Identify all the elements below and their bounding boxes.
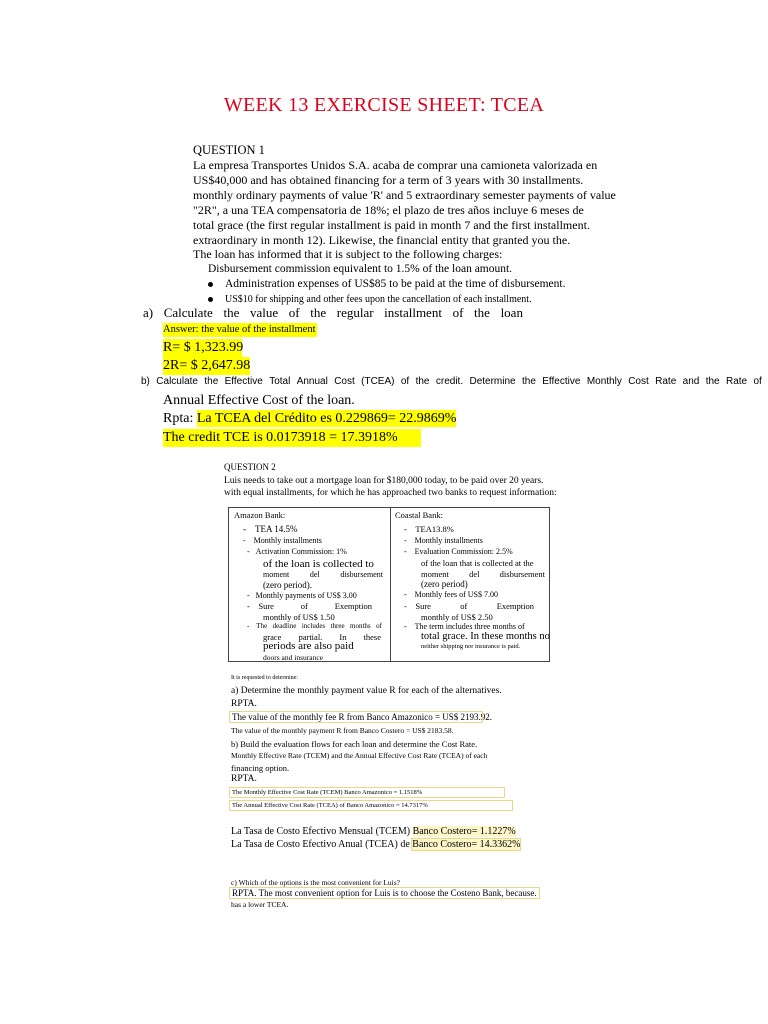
q1-part-b-cont: Annual Effective Cost of the loan. bbox=[163, 393, 355, 408]
2r-value: 2R= $ 2,647.98 bbox=[163, 358, 251, 373]
r-value: R= $ 1,323.99 bbox=[163, 340, 244, 355]
q2-rpta-b: RPTA. bbox=[231, 774, 257, 784]
amazon-grace: grace partial. In these bbox=[263, 632, 381, 642]
q1-part-a: a) Calculate the value of the regular installment of the loan bbox=[143, 305, 523, 320]
q2-part-b: b) Build the evaluation flows for each loan and determine the Cost Rate. bbox=[231, 739, 478, 749]
question-1-heading: QUESTION 1 bbox=[193, 143, 265, 157]
amazon-activation: - Activation Commission: 1% bbox=[247, 547, 347, 556]
tcem-amazon: The Monthly Effective Cost Rate (TCEM) Banco Amazonico = 1.1518% bbox=[230, 788, 504, 797]
bullet-icon bbox=[208, 282, 213, 287]
tcea-amazon: The Annual Effective Cost Rate (TCEA) of Banco Amazonico = 14.7317% bbox=[230, 801, 512, 810]
tcea-value: La TCEA del Crédito es 0.229869= 22.9869% bbox=[196, 411, 457, 426]
q2-part-b-2: Monthly Effective Rate (TCEM) and the Annual Effective Cost Rate (TCEA) of each bbox=[231, 751, 488, 760]
answer-label: Answer: the value of the installment bbox=[163, 324, 316, 335]
tce-value: The credit TCE is 0.0173918 = 17.3918% bbox=[163, 429, 421, 447]
requested-label: It is requested to determine: bbox=[231, 675, 298, 681]
q2-part-c: c) Which of the options is the most convenient for Luis? bbox=[231, 878, 400, 887]
coastal-sure: - Sure of Exemption bbox=[404, 601, 534, 611]
page-title: WEEK 13 EXERCISE SHEET: TCEA bbox=[223, 94, 545, 116]
tcea-costero-value: Banco Costero= 14.3362% bbox=[412, 839, 521, 850]
coastal-tea: - TEA13.8% bbox=[404, 524, 454, 534]
bank-comparison-table bbox=[228, 507, 550, 662]
question-2-heading: QUESTION 2 bbox=[224, 462, 276, 472]
q1-line-7: The loan has informed that it is subject to the following charges: bbox=[193, 247, 503, 261]
coastal-term: - The term includes three months of bbox=[404, 622, 525, 631]
tcem-costero-value: Banco Costero= 1.1227% bbox=[412, 826, 516, 837]
bullet-icon bbox=[208, 297, 213, 302]
amazon-moment: moment del disbursement bbox=[263, 570, 383, 579]
charge-2 bbox=[208, 277, 565, 292]
amazon-doors: doors and insurance bbox=[263, 653, 323, 660]
amazon-payments: - Monthly payments of US$ 3.00 bbox=[247, 591, 357, 600]
q2-part-a: a) Determine the monthly payment value R for each of the alternatives. bbox=[231, 686, 502, 696]
q1-line-2: US$40,000 and has obtained financing for a term of 3 years with 30 installments. bbox=[193, 173, 584, 187]
charge-2-text: Administration expenses of US$85 to be paid at the time of disbursement. bbox=[225, 278, 566, 290]
table-divider bbox=[390, 508, 391, 661]
coastal-neither: neither shipping nor insurance is paid. bbox=[421, 643, 521, 650]
q2-intro-2: with equal installments, for which he has approached two banks to request information: bbox=[224, 488, 557, 498]
q2-rpta-a: RPTA. bbox=[231, 699, 257, 709]
amazon-tea: - TEA 14.5% bbox=[243, 524, 298, 534]
coastal-collected: of the loan that is collected at the bbox=[421, 558, 534, 568]
has-lower-tcea: has a lower TCEA. bbox=[231, 900, 289, 909]
coastal-total-grace: total grace. In these months no bbox=[421, 631, 550, 642]
tcem-costero: La Tasa de Costo Efectivo Mensual (TCEM) Banco Costero= 1.1227% bbox=[231, 826, 516, 837]
amazon-deadline: - The deadline includes three months of bbox=[247, 622, 382, 630]
tcea-costero: La Tasa de Costo Efectivo Anual (TCEA) de Banco Costero= 14.3362% bbox=[231, 839, 521, 850]
q2-part-b-3: financing option. bbox=[231, 763, 290, 773]
coastal-fees: - Monthly fees of US$ 7.00 bbox=[404, 590, 498, 599]
rpta-tcea bbox=[163, 411, 456, 427]
coastal-sure-monthly: monthly of US$ 2.50 bbox=[421, 612, 493, 622]
q1-line-4: "2R", a una TEA compensatoria de 18%; el plazo de tres años incluye 6 meses de bbox=[193, 203, 584, 217]
amazon-bank-title: Amazon Bank: bbox=[234, 510, 286, 520]
coastal-monthly: - Monthly installments bbox=[404, 536, 483, 545]
coastal-bank-title: Coastal Bank: bbox=[395, 510, 443, 520]
q1-line-3: monthly ordinary payments of value 'R' and 5 extraordinary semester payments of value bbox=[193, 188, 616, 202]
charge-1: Disbursement commission equivalent to 1.5% of the loan amount. bbox=[208, 263, 513, 275]
rpta-c: RPTA. The most convenient option for Luis is to choose the Costeno Bank, because. bbox=[232, 888, 537, 898]
amazon-periods: periods are also paid bbox=[263, 640, 354, 652]
q1-line-5: total grace (the first regular installment is paid in month 7 and the first installment. bbox=[193, 218, 590, 232]
coastal-moment: moment del disbursement bbox=[421, 569, 545, 579]
q1-line-6: extraordinary in month 12). Likewise, the financial entity that granted you the. bbox=[193, 233, 571, 247]
costero-fee-answer: The value of the monthly payment R from Banco Costero = US$ 2183.58. bbox=[231, 726, 454, 735]
coastal-zero: (zero period) bbox=[421, 579, 468, 589]
amazon-sure: - Sure of Exemption bbox=[247, 601, 372, 611]
q2-intro-1: Luis needs to take out a mortgage loan for $180,000 today, to be paid over 20 years. bbox=[224, 476, 544, 486]
amazon-collected: of the loan is collected to bbox=[263, 558, 374, 570]
charge-3-text: US$10 for shipping and other fees upon the cancellation of each installment. bbox=[225, 294, 532, 305]
q1-line-1: La empresa Transportes Unidos S.A. acaba de comprar una camioneta valorizada en bbox=[193, 158, 598, 172]
amazon-sure-monthly: monthly of US$ 1.50 bbox=[263, 612, 335, 622]
rpta-prefix: Rpta: bbox=[163, 411, 197, 426]
coastal-evaluation: - Evaluation Commission: 2.5% bbox=[404, 547, 513, 556]
amazon-fee-answer: The value of the monthly fee R from Banco Amazonico = US$ 2193.92. bbox=[232, 712, 493, 722]
amazon-zero: (zero period). bbox=[263, 580, 312, 590]
amazon-monthly: - Monthly installments bbox=[243, 536, 322, 545]
q1-part-b: b) Calculate the Effective Total Annual Cost (TCEA) of the credit. Determine the Effective Monthly Cost Rate and the Rate of bbox=[141, 376, 762, 387]
